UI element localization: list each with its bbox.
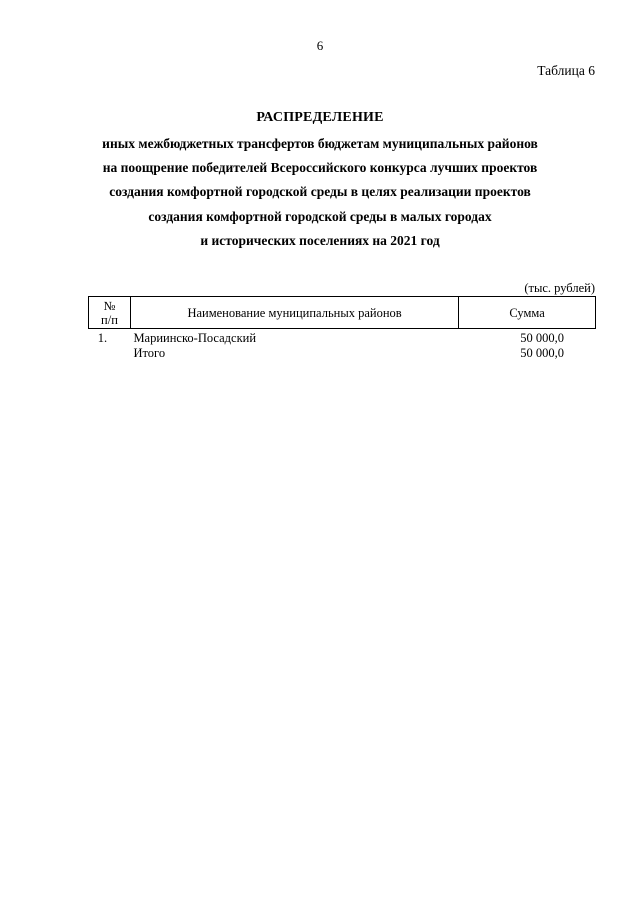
document-title: РАСПРЕДЕЛЕНИЕ	[256, 110, 384, 125]
header-number	[89, 297, 131, 329]
page-number: 6	[316, 38, 324, 53]
row-sum: 50 000,0	[520, 331, 564, 345]
table-total-row	[89, 346, 596, 361]
row-number	[89, 346, 131, 361]
header-number-abbr: п/п	[101, 312, 118, 327]
subtitle-line: создания комфортной городской среды в малых городах	[148, 208, 492, 224]
subtitle-line: и исторических поселениях на 2021 год	[200, 232, 440, 248]
document-subtitle	[0, 132, 640, 253]
row-number: 1.	[97, 331, 108, 345]
table-header-row	[89, 297, 596, 329]
table-caption: Таблица 6	[537, 63, 595, 78]
subtitle-line: на поощрение победителей Всероссийского конкурса лучших проектов	[102, 160, 538, 176]
header-sum: Сумма	[459, 297, 596, 329]
table-row	[89, 329, 596, 347]
subtitle-line: иных межбюджетных трансфертов бюджетам муниципальных районов	[102, 136, 538, 151]
distribution-table	[88, 296, 596, 361]
subtitle-line: создания комфортной городской среды в целях реализации проектов	[109, 184, 531, 200]
header-number-sign: №	[103, 298, 116, 313]
row-district-name: Мариинско-Посадский	[133, 331, 257, 345]
header-district-name: Наименование муниципальных районов	[130, 297, 458, 329]
row-total-sum: 50 000,0	[520, 346, 564, 360]
units-note: (тыс. рублей)	[524, 281, 595, 295]
row-total-label: Итого	[133, 346, 166, 360]
